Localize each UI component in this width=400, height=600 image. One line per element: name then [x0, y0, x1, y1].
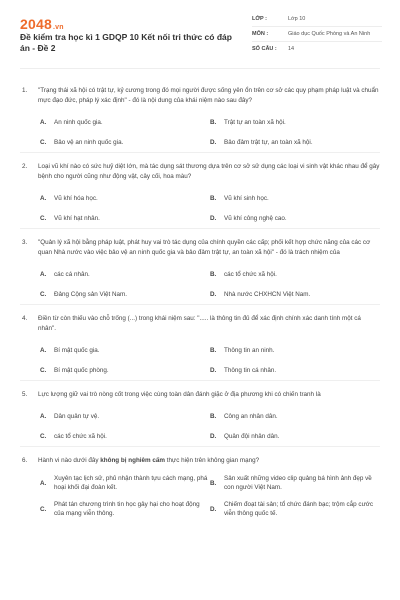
- answer-text: Sản xuất những video clip quảng bá hình ảnh đẹp về con người Việt Nam.: [224, 475, 372, 491]
- answer-text: Đảng Cộng sản Việt Nam.: [54, 290, 128, 298]
- answer-letter: D.: [210, 432, 217, 440]
- answer-option-b[interactable]: [210, 340, 380, 360]
- answer-text: Dân quân tự vệ.: [54, 412, 100, 420]
- question-divider: [20, 380, 380, 381]
- answer-letter: D.: [210, 366, 217, 374]
- answer-letter: C.: [40, 366, 47, 374]
- answer-option-b[interactable]: [210, 264, 380, 284]
- answer-text: Công an nhân dân.: [224, 412, 278, 420]
- meta-row-count: [252, 42, 382, 56]
- answer-text: các tổ chức xã hội.: [54, 432, 107, 440]
- answer-option-a[interactable]: [40, 112, 210, 132]
- meta-value: Giáo dục Quốc Phòng và An Ninh: [288, 31, 371, 37]
- answer-text: Bảo vệ an ninh quốc gia.: [54, 138, 124, 146]
- answer-option-d[interactable]: [210, 426, 380, 446]
- answer-list: [40, 340, 380, 380]
- question-text: [20, 314, 380, 334]
- answer-letter: A.: [40, 346, 47, 354]
- answer-letter: D.: [210, 290, 217, 298]
- answer-text: Nhà nước CHXHCN Việt Nam.: [224, 290, 311, 298]
- question-5: [20, 380, 380, 446]
- answer-letter: B.: [210, 479, 217, 487]
- question-body: Điền từ còn thiếu vào chỗ trống (...) trong khái niệm sau: "..... là thông tin đủ để xác định chính xác danh tính một cá nhân".: [38, 315, 361, 332]
- meta-value: 14: [288, 46, 295, 52]
- question-number: 2.: [22, 163, 28, 170]
- question-body: [38, 456, 380, 466]
- question-text: [20, 238, 380, 258]
- question-divider: [20, 152, 380, 153]
- answer-option-a[interactable]: [40, 470, 210, 496]
- answer-option-a[interactable]: [40, 264, 210, 284]
- answer-list: [40, 264, 380, 304]
- answer-letter: D.: [210, 138, 217, 146]
- answer-text: Vũ khí công nghệ cao.: [224, 214, 287, 222]
- answer-text: Xuyên tạc lịch sử, phủ nhận thành tựu cách mạng, phá hoại khối đại đoàn kết.: [54, 475, 208, 491]
- question-number: 4.: [22, 315, 28, 322]
- meta-label: MÔN :: [252, 31, 269, 37]
- answer-text: Vũ khí hóa học.: [54, 194, 98, 202]
- question-text: [20, 456, 380, 466]
- meta-label: LỚP :: [252, 16, 267, 22]
- answer-letter: D.: [210, 505, 217, 513]
- answer-text: Bảo đảm trật tự, an toàn xã hội.: [224, 138, 313, 146]
- answer-option-a[interactable]: [40, 188, 210, 208]
- answer-letter: C.: [40, 505, 47, 513]
- answer-letter: C.: [40, 290, 47, 298]
- answer-text: Vũ khí hạt nhân.: [54, 214, 100, 222]
- answer-text: Phát tán chương trình tin học gây hại cho hoạt động của mạng viễn thông.: [54, 501, 200, 517]
- answer-letter: A.: [40, 270, 47, 278]
- question-divider: [20, 228, 380, 229]
- answer-option-c[interactable]: [40, 132, 210, 152]
- question-4: [20, 304, 380, 380]
- answer-option-d[interactable]: [210, 284, 380, 304]
- answer-text: các cá nhân.: [54, 270, 90, 278]
- answer-letter: B.: [210, 412, 217, 420]
- question-text-after: thực hiện trên không gian mạng?: [165, 457, 260, 464]
- question-1: [20, 70, 380, 152]
- answer-list: [40, 112, 380, 152]
- header: [0, 0, 400, 70]
- answer-option-d[interactable]: [210, 496, 380, 522]
- question-body: Lực lượng giữ vai trò nòng cốt trong việc cùng toàn dân đánh giặc ở địa phương khi có chiến tranh là: [38, 391, 321, 398]
- question-number: 5.: [22, 391, 28, 398]
- question-text: [20, 86, 380, 106]
- answer-text: Bí mật quốc gia.: [54, 346, 100, 354]
- meta-row-subject: [252, 27, 382, 42]
- answer-text: Quân đội nhân dân.: [224, 432, 280, 440]
- answer-text: Trật tự an toàn xã hội.: [224, 118, 286, 126]
- answer-letter: D.: [210, 214, 217, 222]
- question-text-emphasis: không bị nghiêm cấm: [100, 457, 165, 464]
- meta-value: Lớp 10: [288, 16, 306, 22]
- question-6: [20, 446, 380, 522]
- answer-option-b[interactable]: [210, 188, 380, 208]
- answer-letter: C.: [40, 138, 47, 146]
- answer-option-a[interactable]: [40, 340, 210, 360]
- question-number: 1.: [22, 87, 28, 94]
- meta-label: SỐ CÂU :: [252, 46, 277, 52]
- answer-list: [40, 188, 380, 228]
- question-divider: [20, 446, 380, 447]
- answer-text: An ninh quốc gia.: [54, 118, 103, 126]
- question-2: [20, 152, 380, 228]
- answer-letter: B.: [210, 118, 217, 126]
- answer-text: Bí mật quốc phòng.: [54, 366, 109, 374]
- site-logo[interactable]: [20, 16, 64, 32]
- answer-letter: B.: [210, 194, 217, 202]
- answer-letter: A.: [40, 118, 47, 126]
- answer-option-b[interactable]: [210, 470, 380, 496]
- answer-letter: B.: [210, 346, 217, 354]
- answer-text: các tổ chức xã hội.: [224, 270, 277, 278]
- answer-letter: B.: [210, 270, 217, 278]
- answer-letter: A.: [40, 412, 47, 420]
- answer-option-d[interactable]: [210, 208, 380, 228]
- answer-text: Thông tin an ninh.: [224, 346, 275, 354]
- header-divider: [20, 68, 380, 69]
- answer-list: [40, 406, 380, 446]
- meta-row-class: [252, 12, 382, 27]
- answer-option-c[interactable]: [40, 360, 210, 380]
- question-number: 6.: [22, 457, 28, 464]
- question-body: "Quản lý xã hội bằng pháp luật, phát huy vai trò tác dụng của chính quyền các cấp; phối kết hợp chức năng của các cơ quan Nhà nước vào việc bảo vệ an ninh quốc gia và bảo đảm trật tự, an toàn xã hội" - đó là trách nhiệm của: [38, 239, 371, 256]
- answer-letter: A.: [40, 479, 47, 487]
- answer-option-d[interactable]: [210, 132, 380, 152]
- question-text-before: Hành vi nào dưới đây: [38, 457, 101, 464]
- answer-option-d[interactable]: [210, 360, 380, 380]
- answer-letter: A.: [40, 194, 47, 202]
- question-text: [20, 162, 380, 182]
- question-number: 3.: [22, 239, 28, 246]
- answer-option-c[interactable]: [40, 496, 210, 522]
- exam-title: Đề kiểm tra học kì 1 GDQP 10 Kết nối tri thức có đáp án - Đề 2: [20, 32, 232, 53]
- answer-option-b[interactable]: [210, 112, 380, 132]
- exam-meta: [252, 12, 382, 56]
- answer-option-c[interactable]: [40, 426, 210, 446]
- logo-suffix: .vn: [52, 24, 64, 31]
- answer-option-b[interactable]: [210, 406, 380, 426]
- answer-option-a[interactable]: [40, 406, 210, 426]
- answer-option-c[interactable]: [40, 284, 210, 304]
- answer-letter: C.: [40, 432, 47, 440]
- question-divider: [20, 304, 380, 305]
- question-3: [20, 228, 380, 304]
- answer-text: Thông tin cá nhân.: [224, 366, 277, 374]
- answer-list: [40, 470, 380, 522]
- question-body: Loại vũ khí nào có sức huỷ diệt lớn, mà tác dụng sát thương dựa trên cơ sở sử dụng các loại vi sinh vật khác nhau để gây bệnh cho người cũng như động vật, cây cối, hoa màu?: [38, 163, 380, 180]
- answer-text: Chiếm đoạt tài sản; tổ chức đánh bạc; trộm cắp cước viễn thông quốc tế.: [224, 501, 374, 517]
- answer-option-c[interactable]: [40, 208, 210, 228]
- question-text: [20, 390, 380, 400]
- question-body: "Trạng thái xã hội có trật tự, kỷ cương trong đó mọi người được sống yên ổn trên cơ sở các quy phạm pháp luật và chuẩn mực đạo đức, pháp lý xác định" - đó là nội dung của khái niệm nào sau đây?: [38, 87, 379, 104]
- answer-text: Vũ khí sinh học.: [224, 194, 269, 202]
- answer-letter: C.: [40, 214, 47, 222]
- logo-main: 2048: [20, 16, 52, 32]
